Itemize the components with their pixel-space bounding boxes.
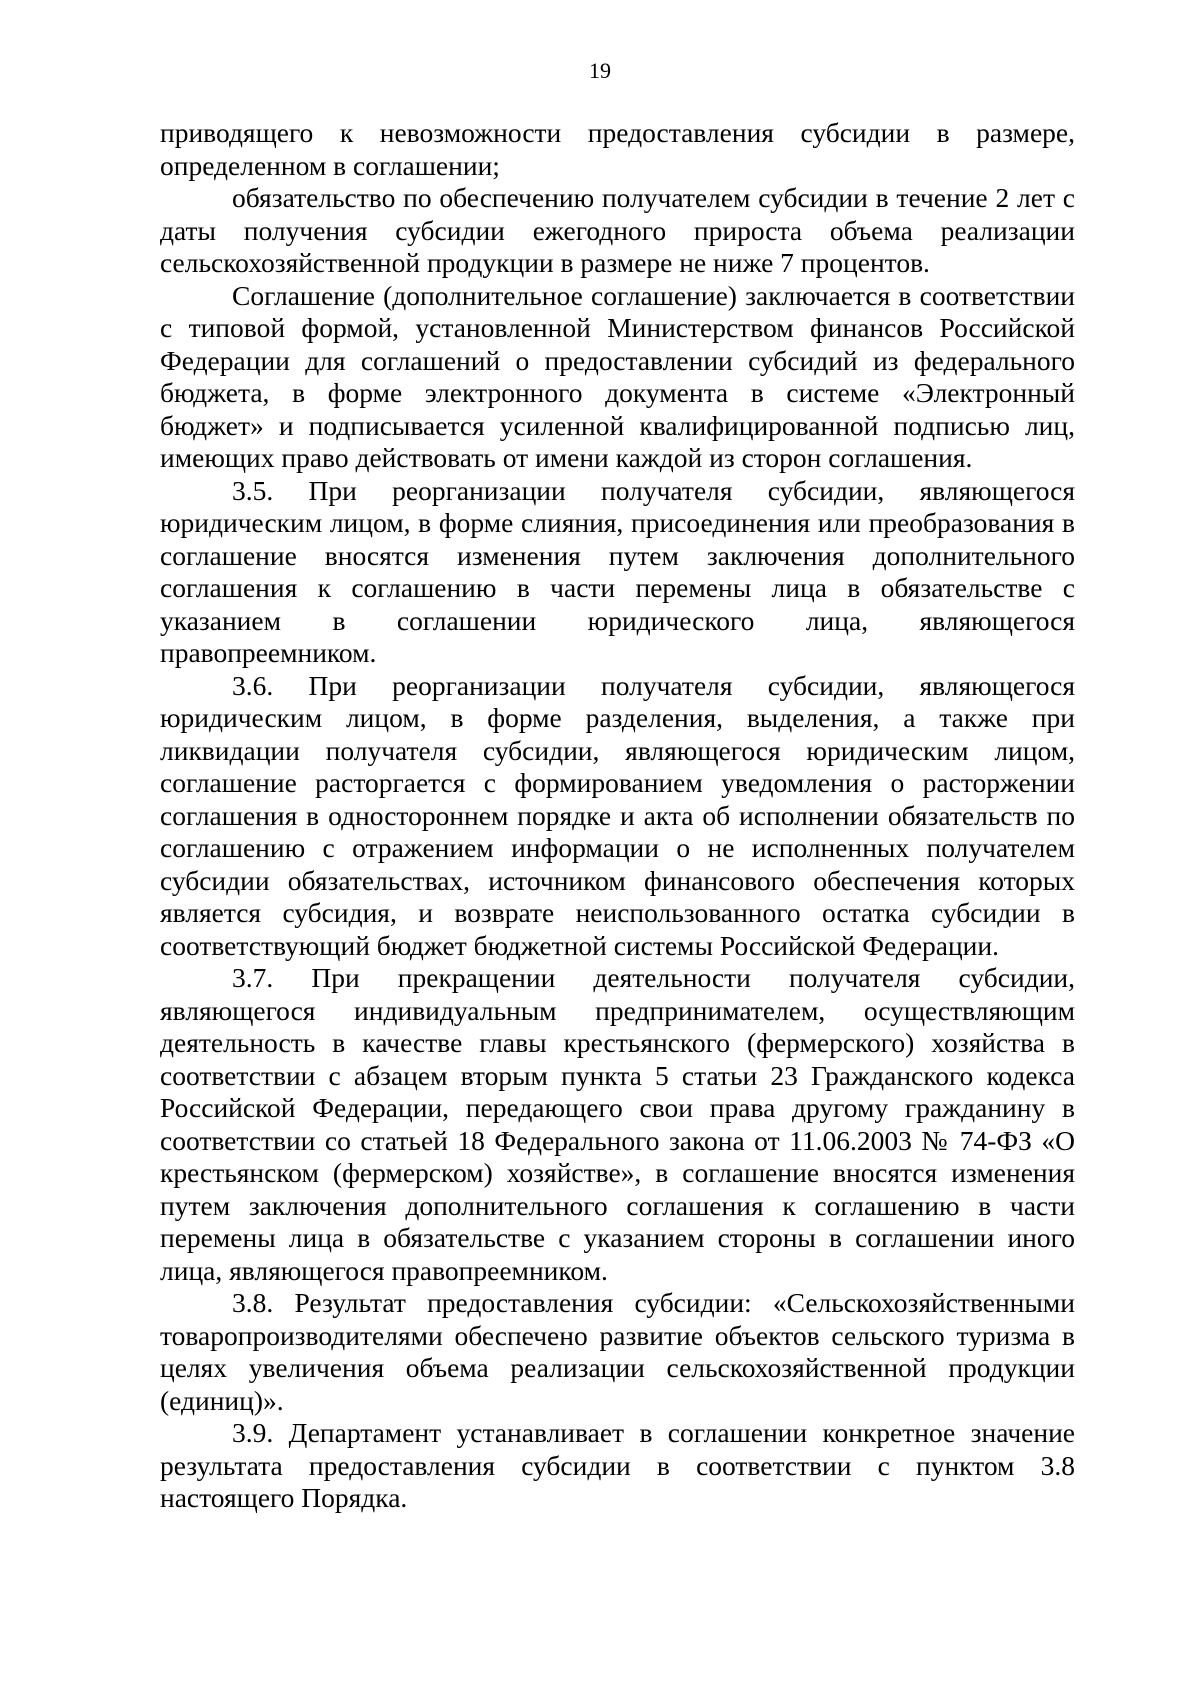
paragraph-3-5: 3.5. При реорганизации получателя субсидии, являющегося юридическим лицом, в форме слияния, присоединения или преобразования в соглашение вносятся изменения путем заключения дополнительного соглашения к соглашению в части перемены лица в обязательстве с указанием в соглашении юридического лица, являющегося правопреемником. <box>160 474 1075 668</box>
document-body <box>160 117 1075 1515</box>
paragraph-obligation: обязательство по обеспечению получателем субсидии в течение 2 лет с даты получения субсидии ежегодного прироста объема реализации сельскохозяйственной продукции в размере не ниже 7 процентов. <box>160 182 1075 278</box>
paragraph-continuation: приводящего к невозможности предоставления субсидии в размере, определенном в соглашении; <box>160 117 1075 181</box>
paragraph-3-7: 3.7. При прекращении деятельности получателя субсидии, являющегося индивидуальным предпринимателем, осуществляющим деятельность в качестве главы крестьянского (фермерского) хозяйства в соответствии с абзацем вторым пункта 5 статьи 23 Гражданского кодекса Российской Федерации, передающего свои права другому гражданину в соответствии со статьей 18 Федерального закона от 11.06.2003 № 74-ФЗ «О крестьянском (фермерском) хозяйстве», в соглашение вносятся изменения путем заключения дополнительного соглашения к соглашению в части перемены лица в обязательстве с указанием стороны в соглашении иного лица, являющегося правопреемником. <box>160 962 1075 1286</box>
paragraph-3-8: 3.8. Результат предоставления субсидии: «Сельскохозяйственными товаропроизводителями обеспечено развитие объектов сельского туризма в целях увеличения объема реализации сельскохозяйственной продукции (единиц)». <box>160 1287 1075 1416</box>
paragraph-3-6: 3.6. При реорганизации получателя субсидии, являющегося юридическим лицом, в форме разделения, выделения, а также при ликвидации получателя субсидии, являющегося юридическим лицом, соглашение расторгается с формированием уведомления о расторжении соглашения в одностороннем порядке и акта об исполнении обязательств по соглашению с отражением информации о не исполненных получателем субсидии обязательствах, источником финансового обеспечения которых является субсидия, и возврате неиспользованного остатка субсидии в соответствующий бюджет бюджетной системы Российской Федерации. <box>160 669 1075 961</box>
paragraph-agreement-form: Соглашение (дополнительное соглашение) заключается в соответствии с типовой формой, установленной Министерством финансов Российской Федерации для соглашений о предоставлении субсидий из федерального бюджета, в форме электронного документа в системе «Электронный бюджет» и подписывается усиленной квалифицированной подписью лиц, имеющих право действовать от имени каждой из сторон соглашения. <box>160 279 1075 473</box>
paragraph-3-9: 3.9. Департамент устанавливает в соглашении конкретное значение результата предоставления субсидии в соответствии с пунктом 3.8 настоящего Порядка. <box>160 1417 1075 1513</box>
page-number: 19 <box>589 58 611 83</box>
